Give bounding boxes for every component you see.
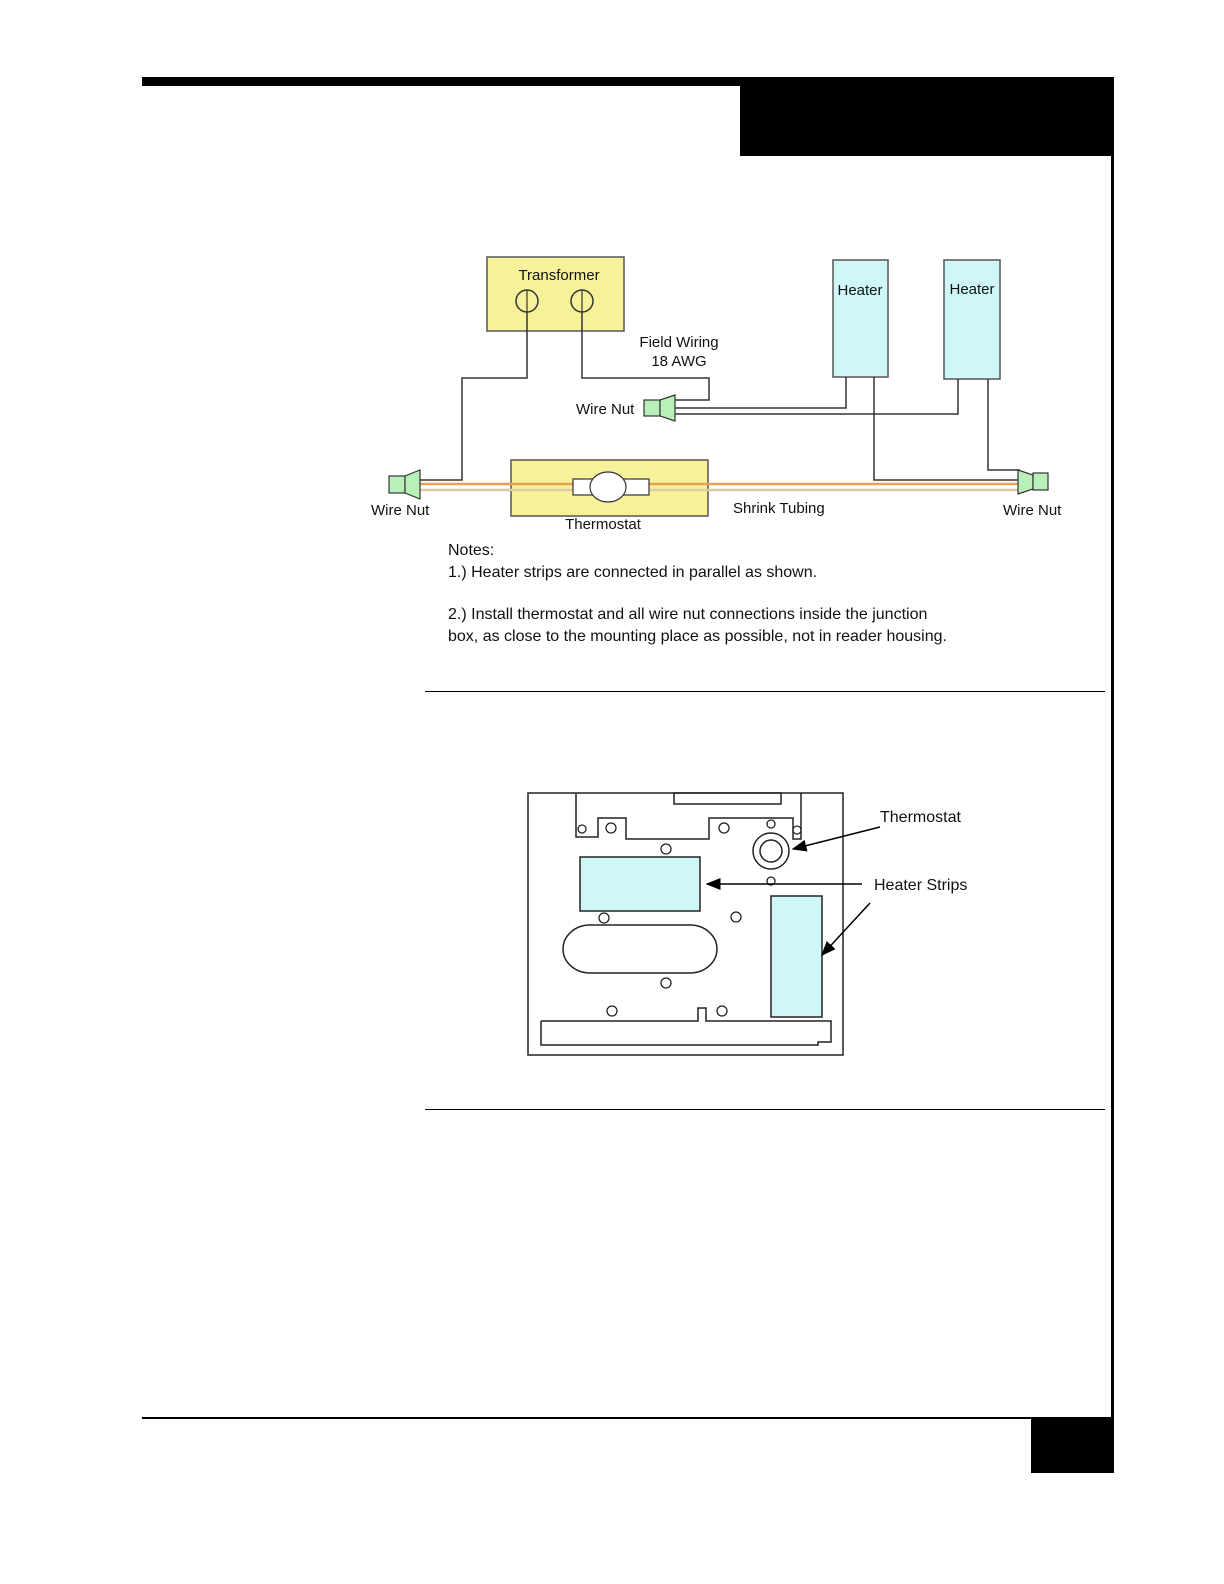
thermostat-disc <box>590 472 626 502</box>
field-wiring-label: Field Wiring <box>639 334 719 351</box>
mounting-holes <box>578 820 801 1016</box>
wire-nut-center <box>644 395 675 421</box>
wire-lines <box>420 312 1020 480</box>
footer-block <box>1031 1417 1114 1473</box>
mounting-plate-diagram <box>0 760 1224 1080</box>
layout-thermostat-label: Thermostat <box>880 809 961 826</box>
thermostat-mount-outer <box>753 833 789 869</box>
plate-oval-opening <box>563 925 717 973</box>
wire-nut-center-label: Wire Nut <box>576 401 635 418</box>
thermostat-label: Thermostat <box>565 516 641 533</box>
heater-box-1 <box>833 260 888 377</box>
plate-top-slot <box>674 793 781 804</box>
section-divider-1 <box>425 691 1105 692</box>
section-divider-2 <box>425 1109 1105 1110</box>
wire-nut-right <box>1018 470 1048 494</box>
thermostat-mount-inner <box>760 840 782 862</box>
thermostat-arrow <box>793 827 880 849</box>
note-2-line-2: box, as close to the mounting place as possible, not in reader housing. <box>448 628 947 645</box>
wire-nut-left-label: Wire Nut <box>371 502 430 519</box>
heater-label-1: Heater <box>837 282 883 299</box>
heater-strip-horizontal <box>580 857 700 911</box>
transformer-label: Transformer <box>518 267 600 284</box>
notes-heading: Notes: <box>448 542 495 559</box>
wire-nut-left <box>389 470 420 499</box>
note-2-line-1: 2.) Install thermostat and all wire nut connections inside the junction <box>448 606 928 623</box>
heater-label-2: Heater <box>949 281 995 298</box>
wire-nut-right-label: Wire Nut <box>1003 502 1062 519</box>
wiring-diagram <box>0 0 1224 700</box>
heater-strip-arrow-right <box>822 903 870 955</box>
shrink-tubing-label: Shrink Tubing <box>733 500 825 517</box>
heater-strip-vertical <box>771 896 822 1017</box>
field-wiring-gauge: 18 AWG <box>651 353 707 370</box>
footer-rule <box>142 1417 1114 1419</box>
note-1: 1.) Heater strips are connected in parallel as shown. <box>448 564 818 581</box>
heater-box-2 <box>944 260 1000 379</box>
layout-heater-strips-label: Heater Strips <box>874 877 968 894</box>
